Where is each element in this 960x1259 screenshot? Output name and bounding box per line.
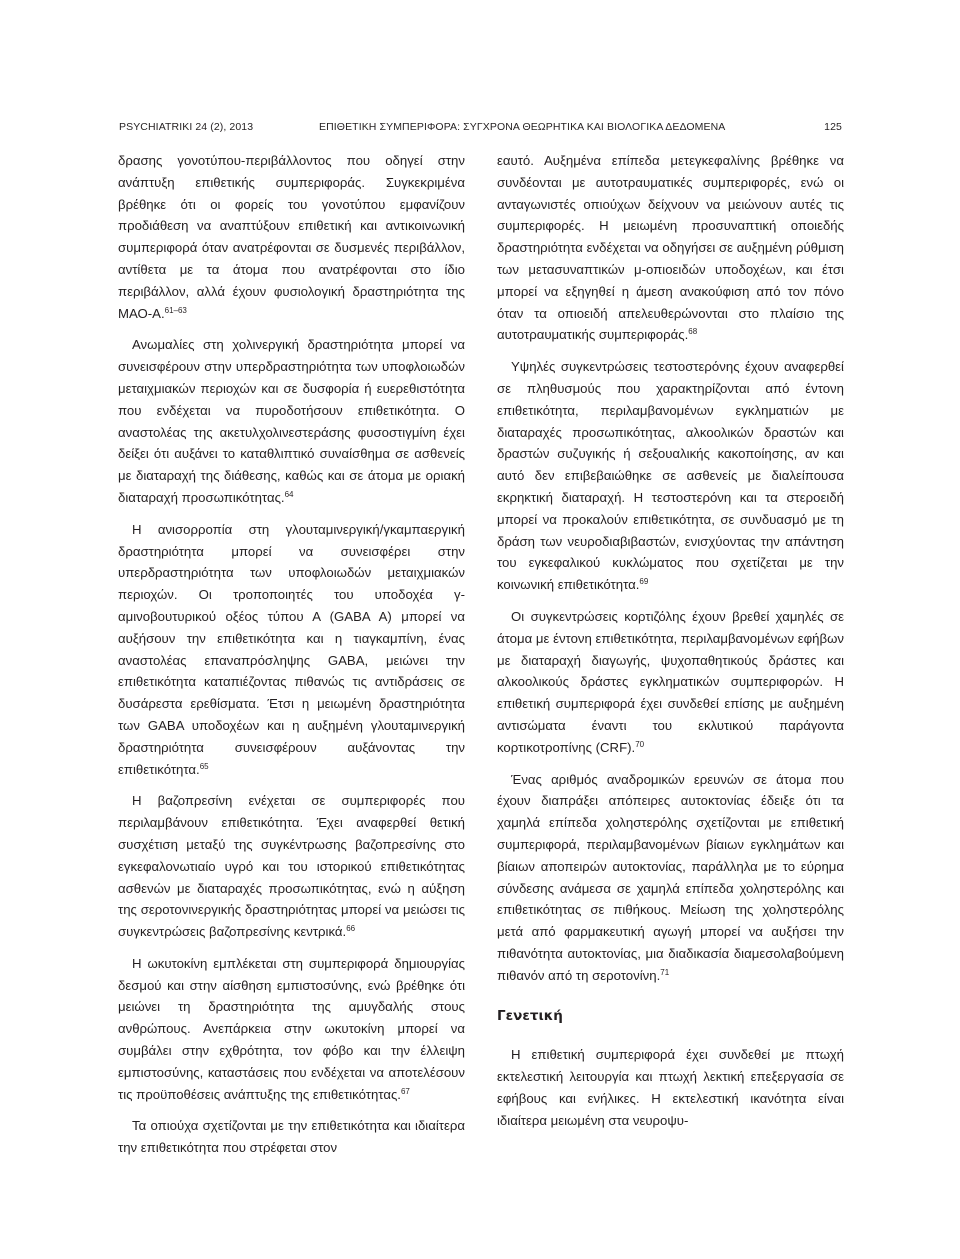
left-column [118,150,465,1159]
journal-citation: PSYCHIATRIKI 24 (2), 2013 [119,121,254,133]
reference-superscript: 71 [660,967,670,977]
page-number: 125 [824,121,842,133]
reference-superscript: 67 [400,1086,410,1096]
paragraph: δρασης γονοτύπου-περιβάλλοντος που οδηγεί στην ανάπτυξη επιθετικής συμπεριφοράς. Συγκεκριμένα βρέθηκε ότι οι φορείς του γονοτύπου εμφανίζουν προδιάθεση να αναπτύξουν επιθετική και αντικοινωνική συμπεριφορά όταν ανατρέφονται σε δυσμενές περιβάλλον, αντίθετα με τα άτομα που ανατρέφονται στο ίδιο περιβάλλον, αλλά έχουν φυσιολογική δραστηριότητα της ΜΑΟ-Α.$^{61-63}$ [118,153,465,321]
reference-superscript: 66 [346,924,356,934]
paragraph: Οι συγκεντρώσεις κορτιζόλης έχουν βρεθεί χαμηλές σε άτομα με έντονη επιθετικότητα, περιλαμβανομένων εφήβων με διαταραχή διαγωγής, ψυχοπαθητικούς δράστες και αλκοολικούς δράστες εγκληματικών συμπεριφορών. Η επιθετική συμπεριφορά έχει συνδεθεί επίσης με αυξημένη αντισώματα έναντι του εκλυτικού παράγοντα κορτικοτροπίνης (CRF).$^{70}$ [497,608,844,755]
paragraph: εαυτό. Αυξημένα επίπεδα μετεγκεφαλίνης βρέθηκε να συνδέονται με αυτοτραυματικές συμπεριφορές, ενώ οι ανταγωνιστές οπιούχων δείχνουν να μειώνουν αυτές τις συμπεριφορές. Η μειωμένη προσυναπτική οποιεδής δραστηριότητα ενδέχεται να οδηγήσει σε αυξημένη ρύθμιση των μετασυναπτικών μ-οπιοειδών υποδοχέων, και έτσι μπορεί να εξηγηθεί η άμεση ανακούφιση από τον πόνο όταν τα οπιοειδή απελευθερώνονται στο πλαίσιο της αυτοτραυματικής συμπεριφοράς.$^{68}$ [497,153,844,343]
reference-superscript: 64 [284,489,294,499]
paragraph: Υψηλές συγκεντρώσεις τεστοστερόνης έχουν αναφερθεί σε πληθυσμούς που χαρακτηρίζονται από έντονη επιθετικότητα, περιλαμβανομένων εγκληματιών με διαταραχές προσωπικότητας, αλκοολικών δραστών και δραστών συζυγικής ή σεξουαλικής κακοποίησης, αν και αυτό δεν επιβεβαιώθηκε σε ασθενείς με διαλείπουσα εκρηκτική διαταραχή. Η τεστοστερόνη και τα στεροειδή μπορεί να προκαλούν επιθετικότητα, σε συνδυασμό με τη δράση των νευροδιαβιβαστών, ενισχύοντας την απάντηση του εγκεφαλικού κυκλώματος που σχετίζεται με την κοινωνική επιθετικότητα.$^{69}$ [497,359,844,593]
section-heading: Γενετική [497,1008,563,1025]
reference-superscript: 69 [639,577,649,587]
paragraph: Τα οπιούχα σχετίζονται με την επιθετικότητα και ιδιαίτερα την επιθετικότητα που στρέφεται στον [118,1118,465,1156]
paragraph: Η ωκυτοκίνη εμπλέκεται στη συμπεριφορά δημιουργίας δεσμού και στην αίσθηση εμπιστοσύνης, ενώ βρέθηκε ότι μειώνει τη δραστηριότητα της αμυγδαλής στους ανθρώπους. Ανεπάρκεια στην ωκυτοκίνη μπορεί να συμβάλει στην εχθρότητα, τον φόβο και την έλλειψη εμπιστοσύνης, καταστάσεις που ενδέχεται να αποτελέσουν τις προϋποθέσεις ανάπτυξης της επιθετικότητας.$^{67}$ [118,955,465,1102]
reference-superscript: 61–63 [164,305,187,315]
paragraph: Η ανισορροπία στη γλουταμινεργική/γκαμπαεργική δραστηριότητα μπορεί να συνεισφέρει στην υπερδραστηριότητα των υποφλοιωδών μεταιχμιακών περιοχών. Οι τροποποιητές του υποδοχέα γ-αμινοβουτυρικού οξέος τύπου Α (GABA A) μπορεί να αυξήσουν την επιθετικότητα και η τιαγκαμπίνη, ένας αναστολέας επαναπρόσληψης GABA, μειώνει την επιθετικότητα καταπιέζοντας πιθανώς τις αντιδράσεις σε δυσάρεστα ερεθίσματα. Έτσι η μειωμένη δραστηριότητα των GABA υποδοχέων και η αυξημένη γλουταμινεργική δραστηριότητα συνεισφέρουν αυξάνοντας την επιθετικότητα.$^{65}$ [118,521,465,777]
paragraph: Ανωμαλίες στη χολινεργική δραστηριότητα μπορεί να συνεισφέρουν στην υπερδραστηριότητα των υποφλοιωδών μεταιχμιακών περιοχών και σε δυσφορία ή ευερεθιστότητα που ενδέχεται να πυροδοτήσουν επιθετικότητα. Ο αναστολέας της ακετυλχολινεστεράσης φυσοστιγμίνη έχει δείξει ότι αυξάνει το καταθλιπτικό συναίσθημα σε ασθενείς με διαταραχή της διάθεσης, καθώς και σε άτομα με οριακή διαταραχή προσωπικότητας.$^{64}$ [118,337,465,505]
reference-superscript: 68 [688,327,698,337]
paragraph: Ένας αριθμός αναδρομικών ερευνών σε άτομα που έχουν διαπράξει απόπειρες αυτοκτονίας έδειξε ότι τα χαμηλά επίπεδα χοληστερόλης σχετίζονται με επιθετική συμπεριφορά, περιλαμβανομένων βίαιων εγκλημάτων και βίαιων αποπειρών αυτοκτονίας, παράλληλα με το εύρημα σύνδεσης ανάμεσα σε χαμηλά επίπεδα χοληστερόλης και επιθετικότητας σε πιθήκους. Μείωση της χοληστερόλης μετά από φαρμακευτική αγωγή μπορεί να αυξήσει την πιθανότητα αυτοκτονίας, μια διαδικασία διαμεσολαβούμενη πιθανόν από τη σεροτονίνη.$^{71}$ [497,771,844,983]
article-running-title: ΕΠΙΘΕΤΙΚΗ ΣΥΜΠΕΡΙΦΟΡΑ: ΣΥΓΧΡΟΝΑ ΘΕΩΡΗΤΙΚΑ ΚΑΙ ΒΙΟΛΟΓΙΚΑ ΔΕΔΟΜΕΝΑ [319,121,726,133]
paragraph: Η βαζοπρεσίνη ενέχεται σε συμπεριφορές που περιλαμβάνουν επιθετικότητα. Έχει αναφερθεί θετική συσχέτιση μεταξύ της συγκέντρωσης βαζοπρεσίνης στο εγκεφαλονωτιαίο υγρό και του ιστορικού επιθετικότητας ασθενών με διαταραχές προσωπικότητας, ενώ η αύξηση της σεροτονινεργικής δραστηριότητας μπορεί να μειώσει τις συγκεντρώσεις βαζοπρεσίνης κεντρικά.$^{66}$ [118,793,465,940]
running-header [119,121,842,141]
reference-superscript: 65 [199,761,209,771]
paragraph: Η επιθετική συμπεριφορά έχει συνδεθεί με πτωχή εκτελεστική λειτουργία και πτωχή λεκτική επεξεργασία σε εφήβους και ενήλικες. Η εκτελεστική ικανότητα είναι ιδιαίτερα μειωμένη στα νευροψυ- [497,1047,844,1128]
reference-superscript: 70 [635,739,645,749]
right-column [497,150,844,1131]
